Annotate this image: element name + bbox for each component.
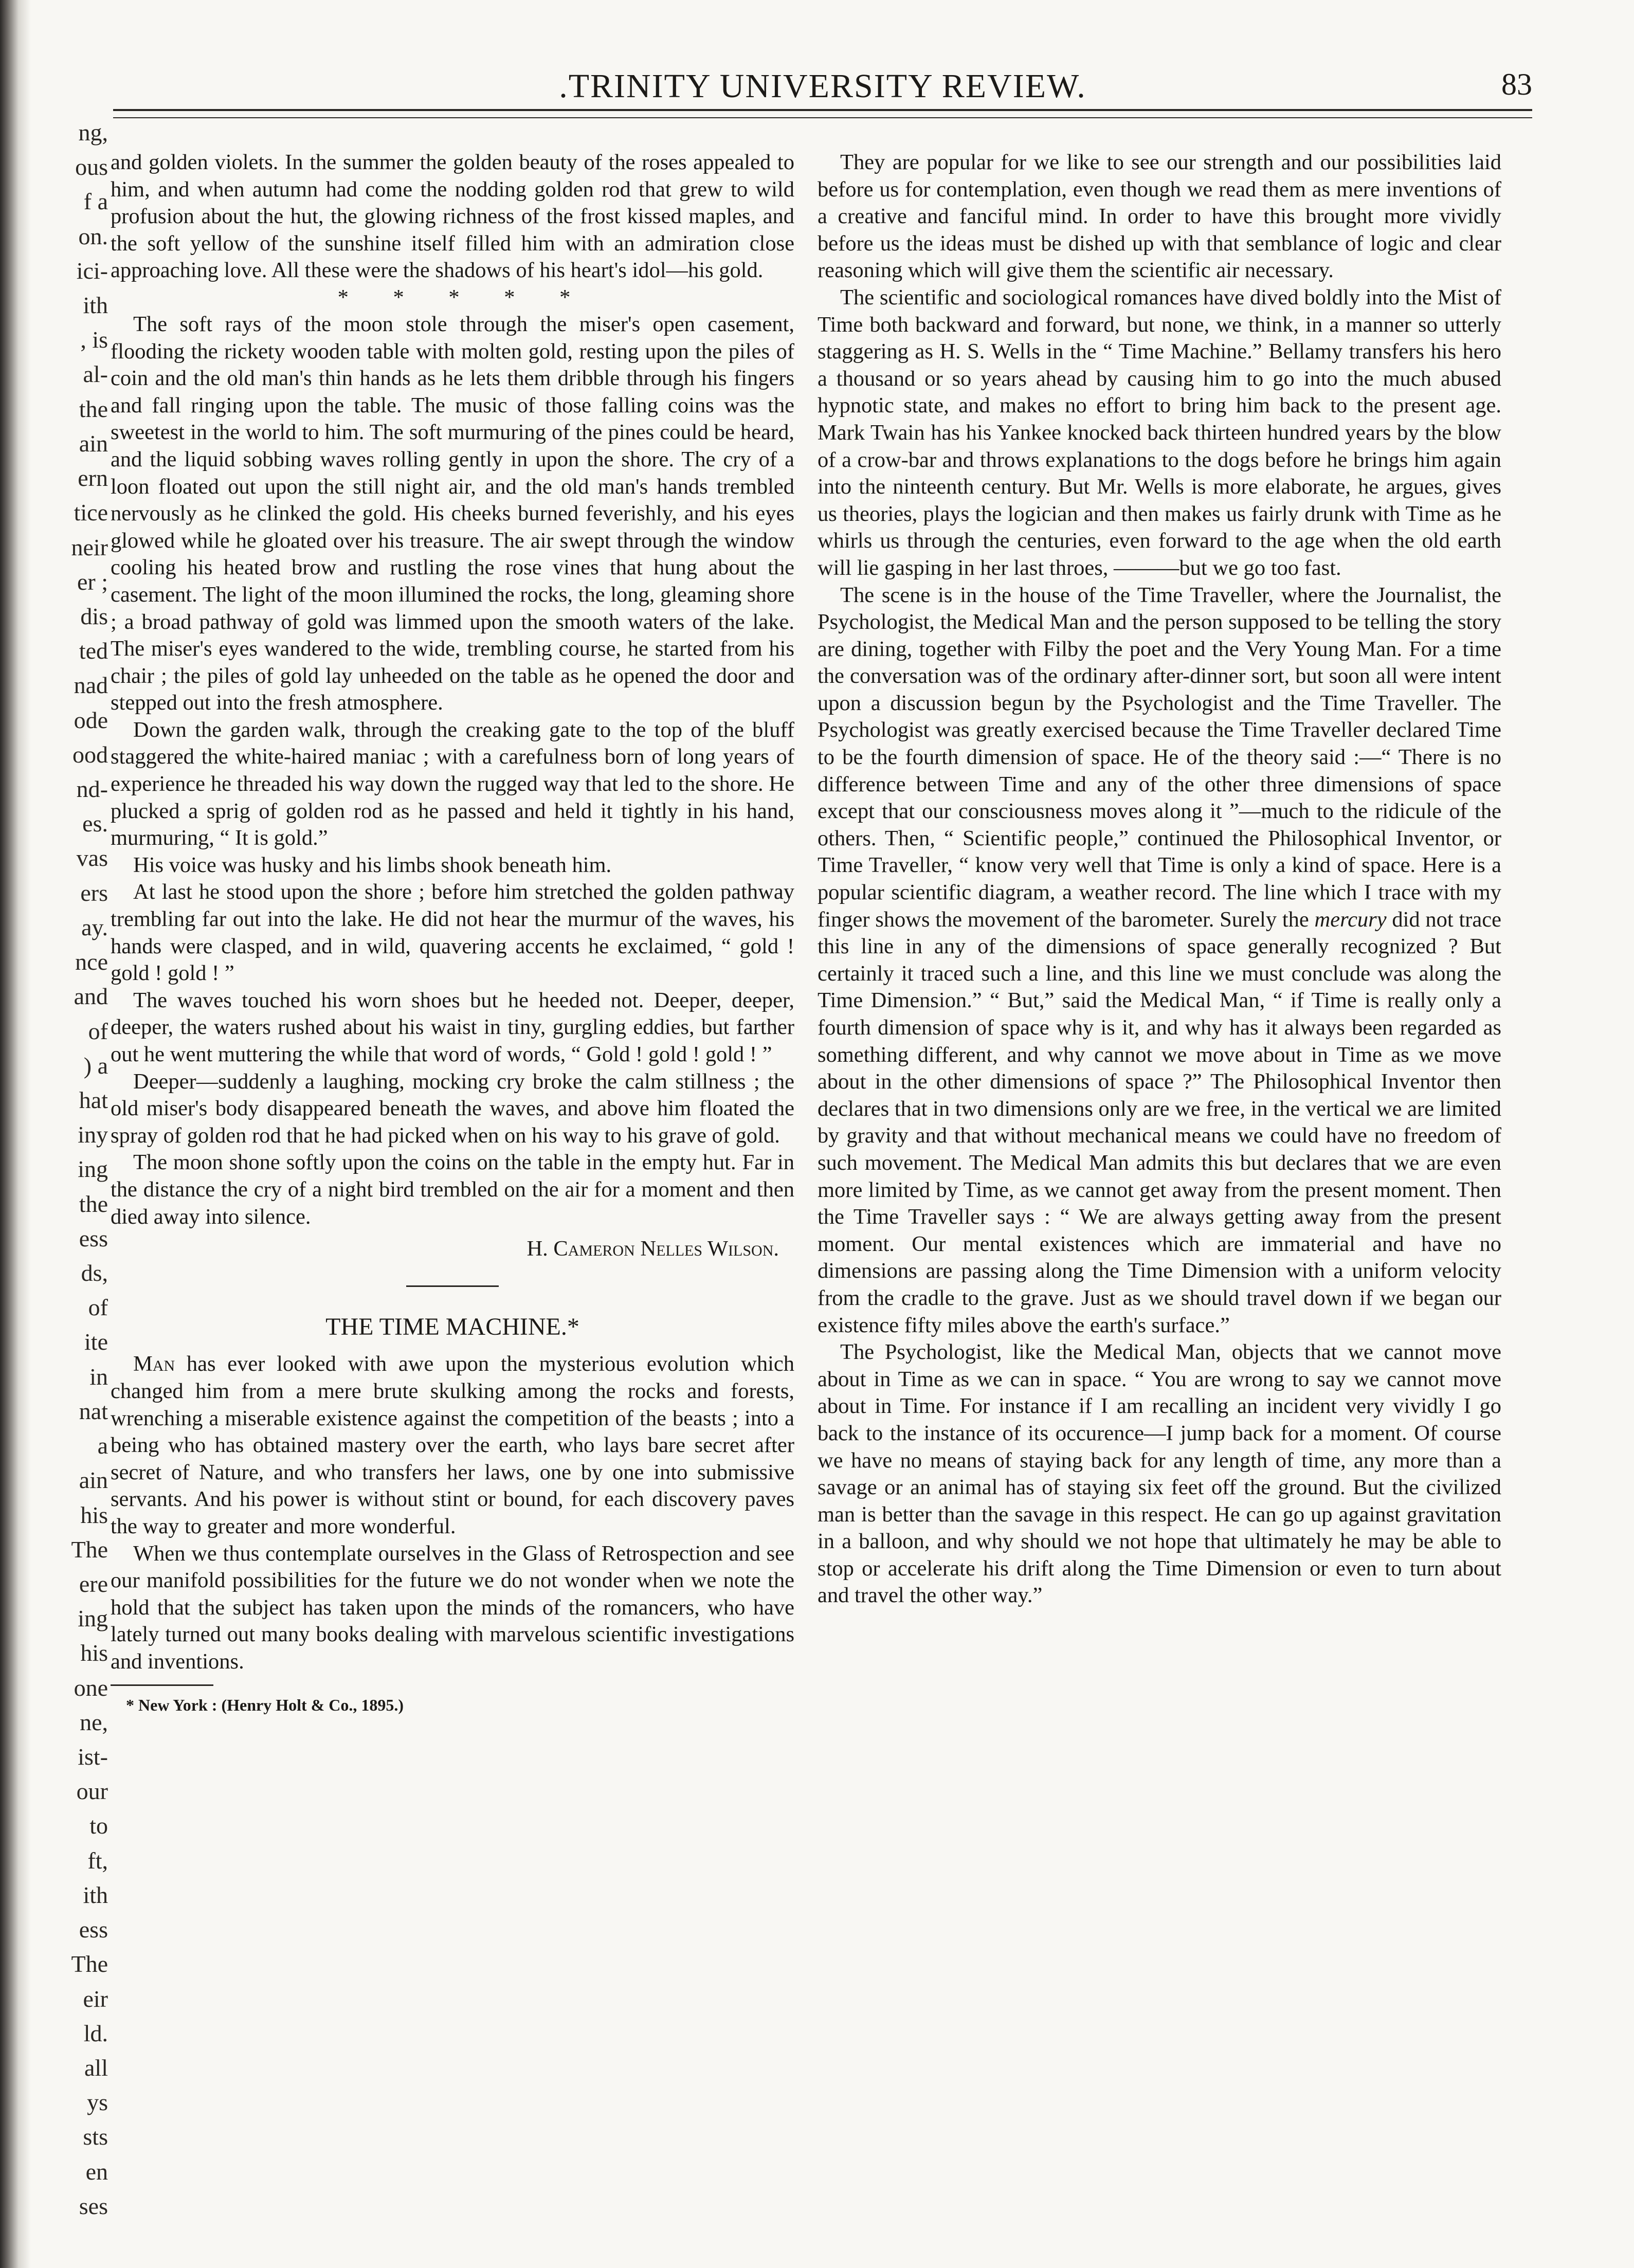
edge-word-fragment: The: [71, 1951, 108, 1977]
essay-paragraph: The Psychologist, like the Medical Man, objects that we cannot move about in Time as we can in space. “ You are wrong to say we cannot move about in Time. For instance if I am recalling an incident very vividly I go back to the instance of its occurence—I jump back for a moment. Of course we have no means of staying back for any length of time, any more than a savage or an animal has of staying six feet off the ground. But the civilized man is better than the savage in this respect. He can go up against gravitation in a balloon, and why should we not hope that ultimately he may be able to stop or accelerate his drift along the Time Dimension or even to turn about and travel the other way.”: [818, 1340, 1501, 1608]
edge-word-fragment: ici-: [76, 258, 108, 284]
edge-word-fragment: to: [89, 1812, 108, 1839]
footnote: * New York : (Henry Holt & Co., 1895.): [126, 1696, 404, 1715]
essay-paragraph: The scientific and sociological romances have dived boldly into the Mist of Time both backward and forward, but none, we think, in a manner so utterly staggering as H. S. Wells in the “ Time Machine.” Bellamy transfers his hero a thousand or so years ahead by causing him to go into the much abused hypnotic state, and makes no effort to bring him back to the present age. Mark Twain has his Yankee knocked back thirteen hundred years by the blow of a crow-bar and throws explanations to the dogs before he brings him again into the ninteenth century. But Mr. Wells is more elaborate, he argues, gives us theories, plays the logician and then makes us fairly drunk with Time as he whirls us through the centuries, even forward to the age when the old earth will lie gasping in her last throes, ———but we go too fast.: [818, 285, 1501, 580]
story-paragraph: Down the garden walk, through the creaking gate to the top of the bluff staggered the white-haired maniac ; with a carefulness born of long years of experience he threaded his way down the rugged way that led to the shore. He plucked a sprig of golden rod as he passed and held it tightly in his hand, murmuring, “ It is gold.”: [111, 717, 794, 850]
edge-word-fragment: en: [85, 2158, 108, 2185]
edge-word-fragment: dis: [80, 603, 108, 629]
edge-word-fragment: hat: [79, 1087, 108, 1113]
edge-word-fragment: ode: [74, 707, 108, 733]
edge-word-fragment: tice: [74, 499, 108, 525]
section-divider-stars: * * * * *: [337, 285, 590, 310]
edge-word-fragment: al-: [83, 361, 108, 387]
edge-word-fragment: of: [88, 1018, 108, 1044]
essay-paragraph: [818, 582, 1501, 1339]
edge-word-fragment: vas: [76, 845, 108, 871]
edge-word-fragment: es.: [82, 810, 108, 837]
edge-word-fragment: ing: [78, 1605, 108, 1631]
edge-word-fragment: our: [76, 1778, 108, 1804]
edge-word-fragment: one: [74, 1675, 108, 1701]
edge-word-fragment: ds,: [81, 1260, 108, 1286]
edge-word-fragment: sts: [83, 2124, 108, 2150]
page-number: 83: [1501, 67, 1532, 101]
footnote-rule: [111, 1684, 213, 1686]
edge-word-fragment: a: [97, 1432, 108, 1459]
edge-word-fragment: ys: [87, 2089, 108, 2115]
edge-word-fragment: nce: [75, 949, 108, 975]
edge-word-fragment: ses: [79, 2193, 108, 2219]
story-paragraph: His voice was husky and his limbs shook beneath him.: [133, 852, 612, 877]
author-signature: H. Cameron Nelles Wilson.: [526, 1237, 779, 1261]
header-rule-thin: [113, 117, 1532, 118]
essay-paragraph-text: did not trace this line in any of the dimensions of space generally recognized ? But certainly it traced such a line, and this line we must conclude was along the Time Dimension.” “ But,” said the Medical Man, “ if Time is really only a fourth dimension of space why is it, and why has it always been regarded as something different, and why cannot we move about in Time as we move about in the other dimensions of space ?” The Philosophical Inventor then declares that in two dimensions only are we free, in the vertical we are limited by gravity and that without mechanical means we could have no freedom of such movement. The Medical Man admits this but declares that we are even more limited by Time, as we cannot get away from the present moment. Then the Time Traveller says : “ We are always getting away from the present moment. Our mental existences which are immaterial and have no dimensions are passing along the Time Dimension with a uniform velocity from the cradle to the grave. Just as we should travel down if we began our existence fifty miles above the earth's surface.”: [818, 907, 1501, 1337]
edge-word-fragment: the: [79, 1191, 108, 1217]
edge-word-fragment: ay.: [81, 914, 108, 940]
essay-paragraph: They are popular for we like to see our strength and our possibilities laid before us for contemplation, even though we read them as mere inventions of a creative and fanciful mind. In order to have this brought more vividly before us the ideas must be dished up with that semblance of logic and clear reasoning which will give them the scientific air necessary.: [818, 150, 1501, 283]
edge-word-fragment: ess: [79, 1916, 108, 1943]
essay-paragraph: When we thus contemplate ourselves in the Glass of Retrospection and see our manifold possibilities for the future we do not wonder when we note the hold that the subject has taken upon the minds of the romancers, who have lately turned out many books dealing with marvelous scientific investigations and inventions.: [111, 1541, 794, 1674]
edge-word-fragment: ne,: [80, 1709, 108, 1735]
story-paragraph: At last he stood upon the shore ; before him stretched the golden pathway trembling far out into the lake. He did not hear the murmur of the waves, his hands were clasped, and in wild, quavering accents he exclaimed, “ gold ! gold ! gold ! ”: [111, 880, 794, 986]
edge-word-fragment: The: [71, 1536, 108, 1563]
edge-word-fragment: in: [89, 1364, 108, 1390]
edge-word-fragment: ing: [78, 1156, 108, 1182]
edge-word-fragment: , is: [80, 326, 108, 353]
italic-word: mercury: [1314, 907, 1387, 932]
edge-word-fragment: ng,: [78, 121, 108, 146]
edge-word-fragment: ers: [80, 880, 108, 906]
edge-word-fragment: ess: [79, 1225, 108, 1251]
edge-word-fragment: ood: [72, 741, 108, 768]
edge-word-fragment: ain: [79, 430, 108, 457]
edge-word-fragment: ted: [79, 638, 108, 664]
adjacent-page-edge: [0, 121, 108, 2255]
section-rule: [406, 1285, 499, 1287]
edge-word-fragment: ) a: [83, 1053, 108, 1079]
edge-word-fragment: eir: [83, 1986, 108, 2012]
edge-word-fragment: all: [84, 2055, 108, 2081]
essay-paragraph-text: has ever looked with awe upon the mysterious evolution which changed him from a mere brute skulking among the rocks and forests, wrenching a miserable existence against the competition of the beasts ; into a being who has obtained mastery over the earth, who lays bare secret after secret of Nature, and who transfers her laws, one by one into submissive servants. And his power is without stint or bound, for each discovery paves the way to greater and more wonderful.: [111, 1352, 794, 1538]
story-paragraph: The soft rays of the moon stole through the miser's open casement, flooding the rickety wooden table with molten gold, resting upon the piles of coin and the old man's thin hands as he lets them dribble through his fingers and fall ringing upon the table. The music of those falling coins was the sweetest in the world to him. The soft murmuring of the pines could be heard, and the liquid sobbing waves rolling gently in upon the shore. The cry of a loon floated out upon the still night air, and the old man's hands trembled nervously as he clinked the gold. His cheeks burned feverishly, and his eyes glowed while he gloated over his treasure. The air swept through the window cooling his heated brow and rustling the rose vines that hung about the casement. The light of the moon illumined the rocks, the long, gleaming shore ; a broad pathway of gold was limmed upon the smooth waters of the lake. The miser's eyes wandered to the wide, trembling course, he started from his chair ; the piles of gold lay unheeded on the table as he opened the door and stepped out into the fresh atmosphere.: [111, 312, 794, 715]
right-column: [818, 149, 1501, 1609]
edge-word-fragment: f a: [83, 188, 108, 214]
edge-word-fragment: and: [74, 983, 108, 1009]
edge-word-fragment: the: [79, 396, 108, 422]
edge-word-fragment: ous: [75, 154, 108, 180]
edge-word-fragment: nad: [74, 672, 108, 698]
edge-word-fragment: ite: [84, 1329, 108, 1355]
edge-word-fragment: his: [80, 1640, 108, 1666]
story-paragraph: and golden violets. In the summer the golden beauty of the roses appealed to him, and when autumn had come the nodding golden rod that grew to wild profusion about the hut, the glowing richness of the frost kissed maples, and the soft yellow of the sunshine itself filled him with an admiration close approaching love. All these were the shadows of his heart's idol—his gold.: [111, 150, 794, 283]
left-column: [111, 149, 794, 1716]
edge-word-fragment: on.: [78, 223, 108, 249]
edge-word-fragment: ft,: [87, 1847, 108, 1874]
page-header: [113, 67, 1532, 123]
essay-paragraph-text: The scene is in the house of the Time Traveller, where the Journalist, the Psychologist, the Medical Man and the person supposed to be telling the story are dining, together with Filby the poet and the Very Young Man. For a time the conversation was of the ordinary after-dinner sort, but soon all were intent upon a discussion begun by the Psychologist and the Time Traveller. The Psychologist was greatly exercised because the Time Traveller declared Time to be the fourth dimension of space. He of the theory said :—“ There is no difference between Time and any of the other three dimensions of space except that our consciousness moves along it ”—much to the ridicule of the others. Then, “ Scientific people,” continued the Philosophical Inventor, or Time Traveller, “ know very well that Time is only a kind of space. Here is a popular scientific diagram, a weather record. The line which I trace with my finger shows the movement of the barometer. Surely the: [818, 583, 1501, 932]
edge-word-fragment: ith: [83, 1882, 108, 1908]
story-paragraph: The waves touched his worn shoes but he heeded not. Deeper, deeper, deeper, the waters rushed about his waist in tiny, gurgling eddies, but farther out he went muttering the while that word of words, “ Gold ! gold ! gold ! ”: [111, 988, 794, 1066]
edge-word-fragment: nat: [79, 1398, 108, 1424]
edge-word-fragment: ern: [78, 465, 108, 491]
story-paragraph: Deeper—suddenly a laughing, mocking cry broke the calm stillness ; the old miser's body disappeared beneath the waves, and above him floated the spray of golden rod that he had picked when on his way to his grave of gold.: [111, 1069, 794, 1148]
edge-word-fragment: iny: [78, 1121, 108, 1148]
header-rule-thick: [113, 109, 1532, 111]
edge-word-fragment: ist-: [78, 1744, 108, 1770]
edge-word-fragment: ith: [83, 292, 108, 318]
edge-word-fragment: his: [80, 1502, 108, 1528]
edge-word-fragment: nd-: [76, 776, 108, 802]
edge-word-fragment: ere: [79, 1571, 108, 1597]
edge-word-fragment: er ;: [77, 569, 108, 595]
edge-word-fragment: ld.: [83, 2020, 108, 2046]
lead-word: Man: [133, 1352, 175, 1376]
story-paragraph: The moon shone softly upon the coins on the table in the empty hut. Far in the distance the cry of a night bird trembled on the air for a moment and then died away into silence.: [111, 1150, 794, 1229]
article-title: THE TIME MACHINE.*: [325, 1313, 579, 1340]
edge-word-fragment: ain: [79, 1467, 108, 1493]
edge-word-fragment: of: [88, 1294, 108, 1320]
journal-title: .TRINITY UNIVERSITY REVIEW.: [559, 67, 1086, 105]
essay-paragraph: [111, 1351, 794, 1540]
edge-word-fragment: neir: [71, 534, 108, 560]
